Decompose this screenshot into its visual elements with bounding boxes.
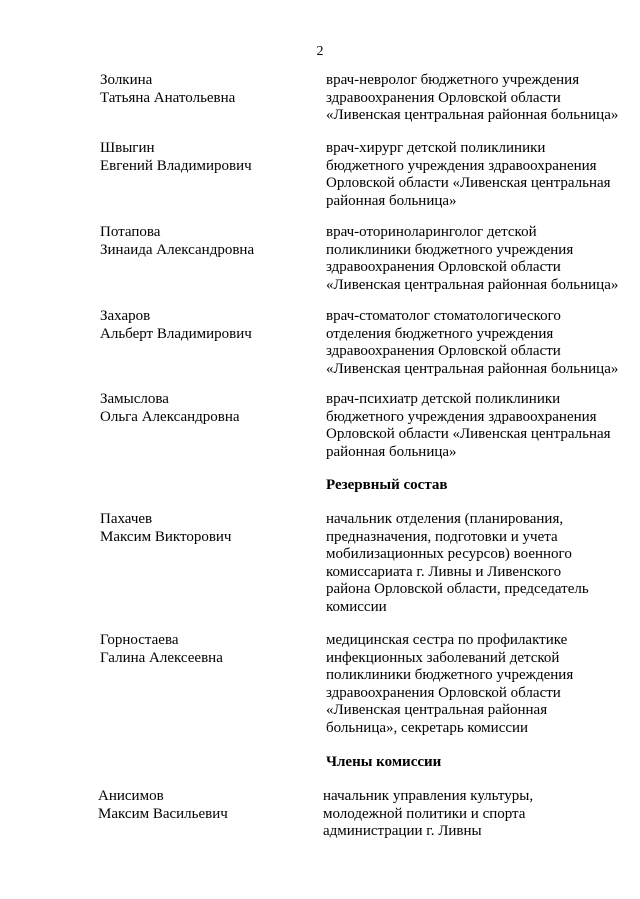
member-name: Пахачев Максим Викторович — [100, 511, 232, 545]
member-name: Захаров Альберт Владимирович — [100, 308, 252, 342]
member-position: врач-стоматолог стоматологического отделения бюджетного учреждения здравоохранения Орловской области «Ливенская центральная районная больница» — [326, 308, 619, 377]
member-name: Горностаева Галина Алексеевна — [100, 632, 223, 666]
member-name: Швыгин Евгений Владимирович — [100, 140, 252, 174]
member-position: врач-оториноларинголог детской поликлиники бюджетного учреждения здравоохранения Орловской области «Ливенская центральная районная больница» — [326, 224, 619, 293]
member-position: врач-хирург детской поликлиники бюджетного учреждения здравоохранения Орловской области «Ливенская центральная районная больница» — [326, 140, 611, 209]
member-name: Золкина Татьяна Анатольевна — [100, 72, 236, 106]
member-name: Анисимов Максим Васильевич — [98, 788, 228, 822]
member-name: Потапова Зинаида Александровна — [100, 224, 255, 258]
member-position: врач-невролог бюджетного учреждения здравоохранения Орловской области «Ливенская центральная районная больница» — [326, 72, 619, 123]
member-position: врач-психиатр детской поликлиники бюджетного учреждения здравоохранения Орловской области «Ливенская центральная районная больница» — [326, 391, 611, 460]
commission-heading: Члены комиссии — [326, 754, 442, 770]
member-position: медицинская сестра по профилактике инфекционных заболеваний детской поликлиники бюджетного учреждения здравоохранения Орловской области «Ливенская центральная районная больница», секретарь комиссии — [326, 632, 574, 736]
page-number: 2 — [316, 44, 324, 59]
member-name: Замыслова Ольга Александровна — [100, 391, 240, 425]
reserve-heading: Резервный состав — [326, 477, 448, 493]
member-position: начальник отделения (планирования, предназначения, подготовки и учета мобилизационных ресурсов) военного комиссариата г. Ливны и Ливенского района Орловской области, председатель комиссии — [326, 511, 589, 615]
member-position: начальник управления культуры, молодежной политики и спорта администрации г. Ливны — [323, 788, 534, 839]
